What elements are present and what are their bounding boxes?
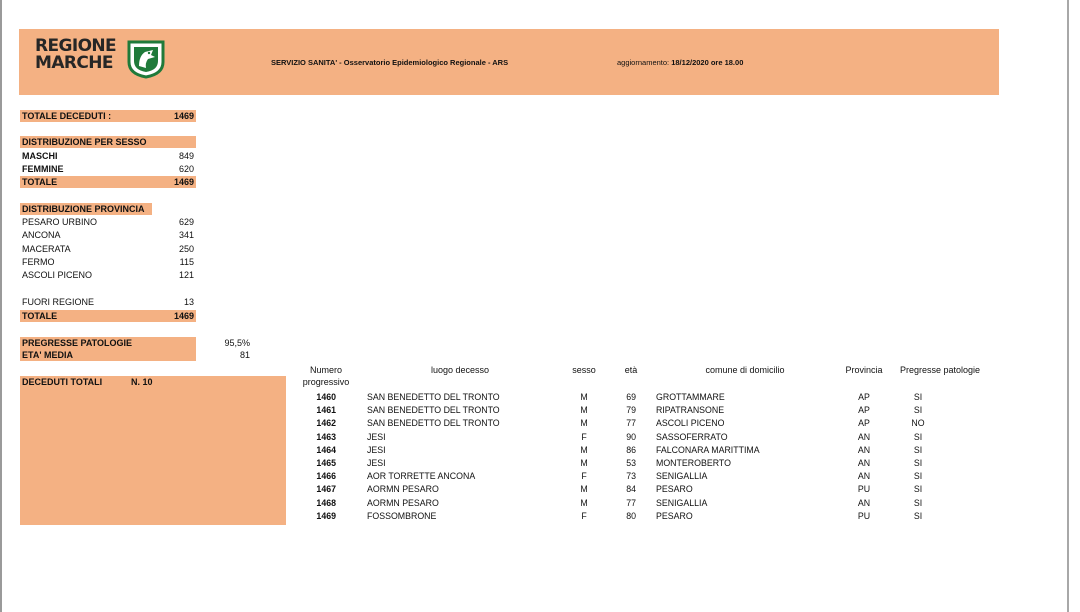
cell-sesso: M [580, 418, 588, 429]
sesso-title: DISTRIBUZIONE PER SESSO [22, 137, 147, 147]
cell-provincia: AN [857, 497, 871, 508]
eta-media-value: 81 [239, 350, 250, 360]
pregresse-value: 95,5% [224, 338, 250, 348]
col-header-numero: Numero [309, 365, 342, 375]
cell-luogo: FOSSOMBRONE [367, 510, 437, 521]
cell-comune: PESARO [656, 484, 693, 495]
table-row [0, 470, 1080, 483]
cell-numero: 1467 [316, 484, 336, 495]
cell-numero: 1461 [316, 405, 336, 416]
cell-sesso: M [580, 497, 588, 508]
eta-media-label: ETA' MEDIA [22, 350, 73, 360]
cell-sesso: M [580, 458, 588, 468]
pregresse-label: PREGRESSE PATOLOGIE [22, 338, 133, 348]
regione-marche-logo [35, 38, 170, 82]
totale-deceduti-value: 1469 [173, 111, 194, 121]
col-header-eta: età [624, 365, 638, 375]
provincia-pesaro-label: PESARO URBINO [22, 217, 98, 227]
fuori-regione-value: 13 [183, 297, 194, 307]
cell-provincia: AP [858, 392, 870, 402]
provincia-ascoli-label: ASCOLI PICENO [22, 270, 93, 280]
cell-comune: SASSOFERRATO [656, 431, 728, 442]
col-header-sesso: sesso [572, 365, 596, 375]
cell-comune: SENIGALLIA [656, 497, 708, 508]
cell-sesso: M [580, 405, 588, 416]
deceduti-totali-count: N. 10 [131, 377, 153, 387]
provincia-title: DISTRIBUZIONE PROVINCIA [22, 204, 145, 214]
cell-sesso: F [581, 510, 587, 521]
cell-provincia: AN [857, 431, 871, 442]
sesso-maschi-value: 849 [178, 151, 194, 161]
cell-eta: 77 [626, 418, 636, 429]
cell-eta: 79 [626, 405, 636, 416]
cell-luogo: AORMN PESARO [367, 497, 439, 508]
cell-provincia: PU [857, 510, 871, 521]
cell-provincia: AN [857, 458, 871, 468]
cell-provincia: PU [857, 484, 871, 495]
sesso-femmine-label: FEMMINE [22, 164, 64, 174]
cell-luogo: JESI [367, 431, 386, 442]
provincia-ancona-value: 341 [178, 230, 194, 240]
cell-numero: 1468 [316, 497, 336, 508]
update-value: 18/12/2020 ore 18.00 [671, 58, 744, 67]
cell-numero: 1469 [316, 510, 336, 521]
cell-luogo: JESI [367, 458, 386, 468]
cell-sesso: M [580, 392, 588, 402]
cell-numero: 1465 [316, 458, 336, 468]
sesso-total-value: 1469 [173, 177, 194, 187]
cell-luogo: AOR TORRETTE ANCONA [367, 471, 476, 482]
cell-sesso: M [580, 484, 588, 495]
sesso-femmine-value: 620 [178, 164, 194, 174]
update-info [617, 58, 743, 67]
table-row [0, 404, 1080, 417]
table-row [0, 431, 1080, 444]
table-row [0, 417, 1080, 430]
cell-sesso: F [581, 471, 587, 482]
cell-comune: SENIGALLIA [656, 471, 708, 482]
table-row [0, 457, 1080, 470]
region-emblem-icon [126, 39, 166, 79]
table-row [0, 444, 1080, 457]
sesso-total-label: TOTALE [22, 177, 58, 187]
cell-provincia: AN [857, 444, 871, 455]
provincia-ancona-label: ANCONA [22, 230, 61, 240]
provincia-total-label: TOTALE [22, 311, 58, 321]
provincia-macerata-value: 250 [178, 244, 194, 254]
col-header-comune: comune di domicilio [705, 365, 785, 375]
cell-patologie: SI [913, 392, 923, 402]
cell-patologie: NO [911, 418, 925, 429]
logo-line-1: REGIONE [35, 36, 117, 56]
cell-patologie: SI [913, 405, 923, 416]
logo-line-2: MARCHE [35, 53, 113, 73]
cell-provincia: AN [857, 471, 871, 482]
cell-sesso: M [580, 444, 588, 455]
cell-numero: 1462 [316, 418, 336, 429]
col-header-progressivo: progressivo [302, 377, 350, 387]
provincia-ascoli-value: 121 [178, 270, 194, 280]
totale-deceduti-label: TOTALE DECEDUTI : [22, 111, 112, 121]
cell-eta: 90 [626, 431, 636, 442]
cell-comune: GROTTAMMARE [656, 392, 725, 402]
cell-eta: 86 [626, 444, 636, 455]
col-header-provincia: Provincia [845, 365, 883, 375]
cell-provincia: AP [858, 405, 870, 416]
col-header-luogo: luogo decesso [430, 365, 490, 375]
cell-numero: 1464 [316, 444, 336, 455]
cell-provincia: AP [858, 418, 870, 429]
cell-comune: RIPATRANSONE [656, 405, 725, 416]
table-row [0, 510, 1080, 523]
cell-eta: 73 [626, 471, 636, 482]
cell-luogo: AORMN PESARO [367, 484, 439, 495]
cell-luogo: SAN BENEDETTO DEL TRONTO [367, 418, 500, 429]
cell-eta: 77 [626, 497, 636, 508]
cell-patologie: SI [913, 471, 923, 482]
col-header-patologie: Pregresse patologie [899, 365, 981, 375]
sesso-maschi-label: MASCHI [22, 151, 58, 161]
update-label: aggiornamento: [617, 58, 670, 67]
cell-eta: 53 [626, 458, 636, 468]
provincia-total-value: 1469 [173, 311, 194, 321]
cell-patologie: SI [913, 484, 923, 495]
provincia-pesaro-value: 629 [178, 217, 194, 227]
cell-eta: 69 [626, 392, 636, 402]
cell-luogo: SAN BENEDETTO DEL TRONTO [367, 392, 500, 402]
table-row [0, 483, 1080, 496]
cell-numero: 1466 [316, 471, 336, 482]
cell-numero: 1460 [316, 392, 336, 402]
cell-patologie: SI [913, 510, 923, 521]
report-header [19, 29, 999, 95]
table-row [0, 391, 1080, 404]
fuori-regione-label: FUORI REGIONE [22, 297, 95, 307]
cell-sesso: F [581, 431, 587, 442]
cell-patologie: SI [913, 497, 923, 508]
provincia-fermo-label: FERMO [22, 257, 55, 267]
cell-eta: 84 [626, 484, 636, 495]
cell-comune: ASCOLI PICENO [656, 418, 725, 429]
cell-numero: 1463 [316, 431, 336, 442]
service-title: SERVIZIO SANITA' - Osservatorio Epidemiologico Regionale - ARS [271, 58, 509, 67]
deceduti-totali-label: DECEDUTI TOTALI [22, 377, 103, 387]
cell-patologie: SI [913, 458, 923, 468]
cell-eta: 80 [626, 510, 636, 521]
table-row [0, 497, 1080, 510]
cell-comune: FALCONARA MARITTIMA [656, 444, 760, 455]
cell-luogo: JESI [367, 444, 386, 455]
cell-luogo: SAN BENEDETTO DEL TRONTO [367, 405, 500, 416]
cell-comune: MONTEROBERTO [656, 458, 731, 468]
cell-patologie: SI [913, 431, 923, 442]
cell-patologie: SI [913, 444, 923, 455]
provincia-macerata-label: MACERATA [22, 244, 71, 254]
cell-comune: PESARO [656, 510, 693, 521]
provincia-fermo-value: 115 [179, 257, 194, 267]
